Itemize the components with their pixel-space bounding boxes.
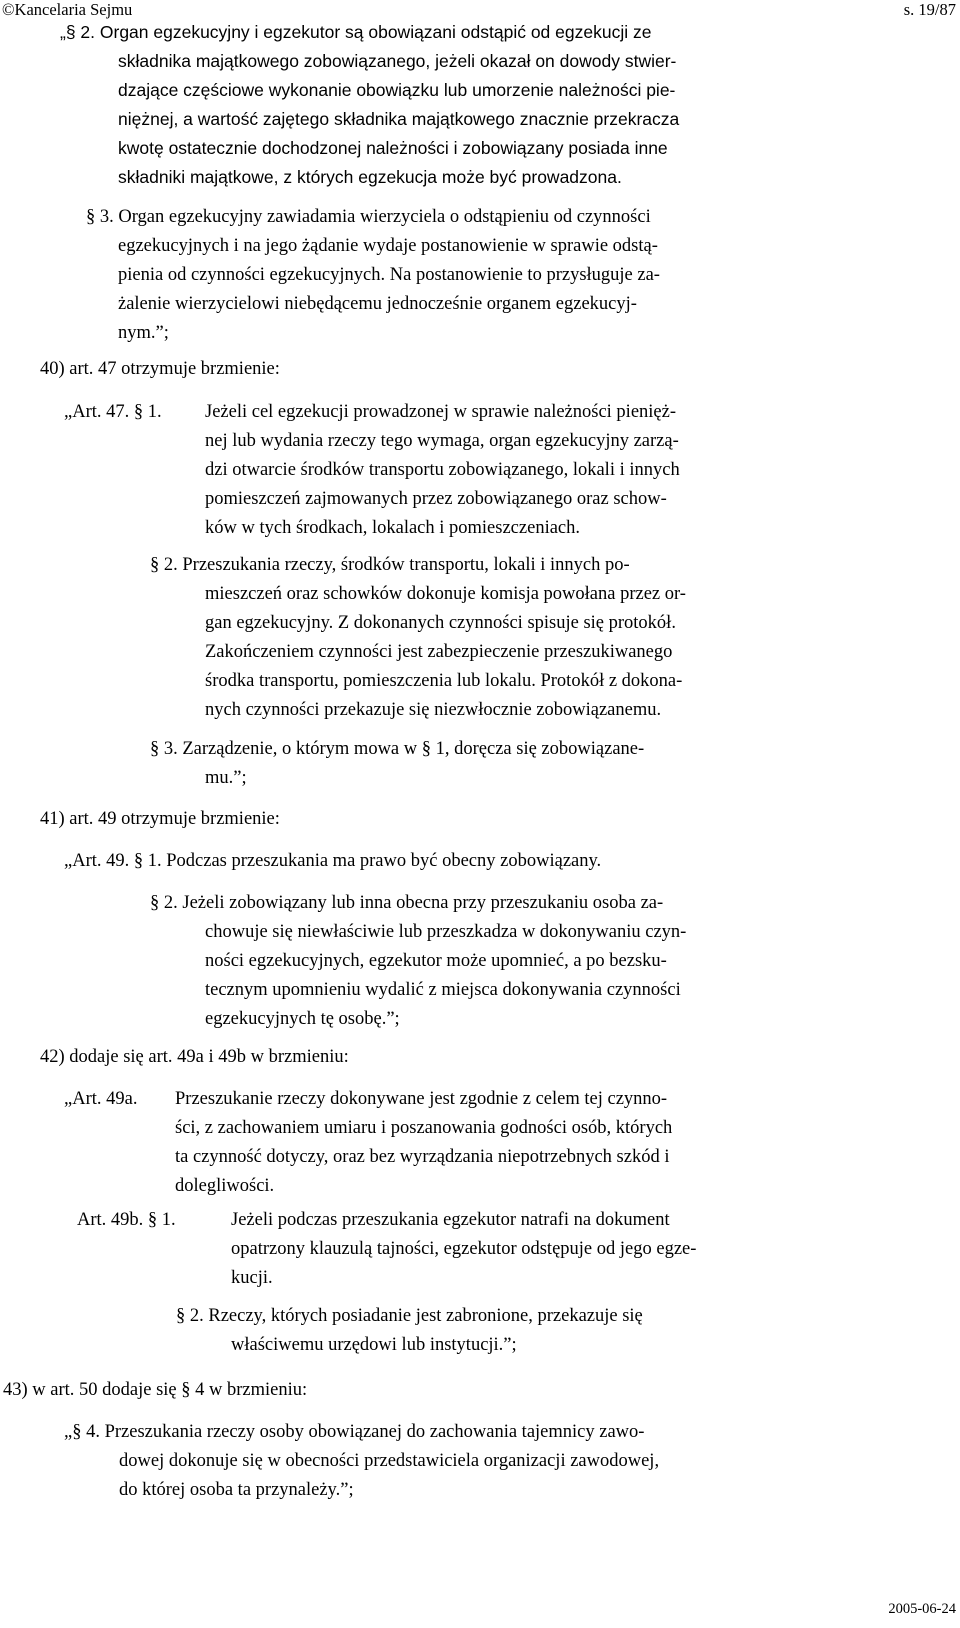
text-line: Jeżeli cel egzekucji prowadzonej w sprawie należności pienięż- — [205, 402, 677, 422]
paragraph-3 — [86, 203, 660, 348]
text-line: mu.”; — [205, 768, 247, 788]
text-line: mieszczeń oraz schowków dokonuje komisja powołana przez or- — [205, 584, 686, 604]
text-line: właściwemu urzędowi lub instytucji.”; — [231, 1335, 517, 1355]
text-line: dolegliwości. — [175, 1176, 275, 1196]
text-line: ta czynność dotyczy, oraz bez wyrządzania niepotrzebnych szkód i — [175, 1147, 670, 1167]
text-line: Przeszukanie rzeczy dokonywane jest zgodnie z celem tej czynno- — [175, 1089, 668, 1109]
text-line: § 2. Rzeczy, których posiadanie jest zabronione, przekazuje się — [176, 1306, 643, 1326]
text-line: pomieszczeń zajmowanych przez zobowiązanego oraz schow- — [205, 489, 667, 509]
text-line: składniki majątkowe, z których egzekucja może być prowadzona. — [118, 167, 622, 187]
text-line: nych czynności przekazuje się niezwłocznie zobowiązanemu. — [205, 700, 662, 720]
text-line: § 2. Przeszukania rzeczy, środków transportu, lokali i innych po- — [150, 555, 630, 575]
text-line: ków w tych środkach, lokalach i pomieszczeniach. — [205, 518, 581, 538]
art-49-p1: „Art. 49. § 1. Podczas przeszukania ma prawo być obecny zobowiązany. — [64, 851, 602, 871]
text-line: gan egzekucyjny. Z dokonanych czynności spisuje się protokół. — [205, 613, 676, 633]
text-line: środka transportu, pomieszczenia lub lokalu. Protokół z dokona- — [205, 671, 683, 691]
art-49a-text — [175, 1085, 672, 1201]
art-47-p2 — [150, 551, 686, 725]
text-line: „§ 2. Organ egzekucyjny i egzekutor są obowiązani odstąpić od egzekucji ze — [60, 22, 652, 42]
text-line: niężnej, a wartość zajętego składnika majątkowego znacznie przekracza — [118, 109, 680, 129]
text-line: nej lub wydania rzeczy tego wymaga, organ egzekucyjny zarzą- — [205, 431, 679, 451]
text-line: Jeżeli podczas przeszukania egzekutor natrafi na dokument — [231, 1210, 670, 1230]
art-49b-p2 — [176, 1302, 643, 1360]
text-line: § 3. Organ egzekucyjny zawiadamia wierzyciela o odstąpieniu od czynności — [86, 207, 651, 227]
text-line: ności egzekucyjnych, egzekutor może upomnieć, a po bezsku- — [205, 951, 667, 971]
text-line: dzające częściowe wykonanie obowiązku lub umorzenie należności pie- — [118, 80, 676, 100]
text-line: kwotę ostatecznie dochodzonej należności i zobowiązany posiada inne — [118, 138, 668, 158]
header-source: ©Kancelaria Sejmu — [2, 0, 133, 19]
text-line: opatrzony klauzulą tajności, egzekutor odstępuje od jego egze- — [231, 1239, 697, 1259]
text-line: § 3. Zarządzenie, o którym mowa w § 1, doręcza się zobowiązane- — [150, 739, 645, 759]
text-line: egzekucyjnych i na jego żądanie wydaje postanowienie w sprawie odstą- — [118, 236, 658, 256]
text-line: kucji. — [231, 1268, 273, 1288]
text-line: żalenie wierzycielowi niebędącemu jednocześnie organem egzekucyj- — [118, 294, 637, 314]
text-line: dzi otwarcie środków transportu zobowiązanego, lokali i innych — [205, 460, 680, 480]
art-47-p1 — [205, 398, 680, 543]
text-line: egzekucyjnych tę osobę.”; — [205, 1009, 400, 1029]
text-line: Zakończeniem czynności jest zabezpieczenie przeszukiwanego — [205, 642, 673, 662]
text-line: „§ 4. Przeszukania rzeczy osoby obowiązanej do zachowania tajemnicy zawo- — [64, 1422, 645, 1442]
text-line: pienia od czynności egzekucyjnych. Na postanowienie to przysługuje za- — [118, 265, 660, 285]
art-47-p3 — [150, 735, 644, 793]
item-41: 41) art. 49 otrzymuje brzmienie: — [40, 809, 280, 829]
footer-date: 2005-06-24 — [888, 1601, 956, 1617]
item-42: 42) dodaje się art. 49a i 49b w brzmieniu: — [40, 1047, 349, 1067]
text-line: chowuje się niewłaściwie lub przeszkadza w dokonywaniu czyn- — [205, 922, 687, 942]
art-49b-label: Art. 49b. § 1. — [77, 1210, 176, 1230]
art-47-label: „Art. 47. § 1. — [64, 402, 162, 422]
text-line: składnika majątkowego zobowiązanego, jeżeli okazał on dowody stwier- — [118, 51, 677, 71]
art-49a-label: „Art. 49a. — [64, 1089, 138, 1109]
header-page-number: s. 19/87 — [903, 0, 956, 19]
art-49b-p1 — [231, 1206, 696, 1293]
item-43: 43) w art. 50 dodaje się § 4 w brzmieniu: — [3, 1380, 308, 1400]
text-line: dowej dokonuje się w obecności przedstawiciela organizacji zawodowej, — [119, 1451, 660, 1471]
text-line: do której osoba ta przynależy.”; — [119, 1480, 354, 1500]
item-40: 40) art. 47 otrzymuje brzmienie: — [40, 359, 280, 379]
text-line: § 2. Jeżeli zobowiązany lub inna obecna przy przeszukaniu osoba za- — [150, 893, 664, 913]
text-line: tecznym upomnieniu wydalić z miejsca dokonywania czynności — [205, 980, 681, 1000]
text-line: nym.”; — [118, 323, 169, 343]
text-line: ści, z zachowaniem umiaru i poszanowania godności osób, których — [175, 1118, 673, 1138]
paragraph-2 — [60, 18, 679, 192]
art-49-p2 — [150, 889, 686, 1034]
art-50-p4 — [64, 1418, 659, 1505]
